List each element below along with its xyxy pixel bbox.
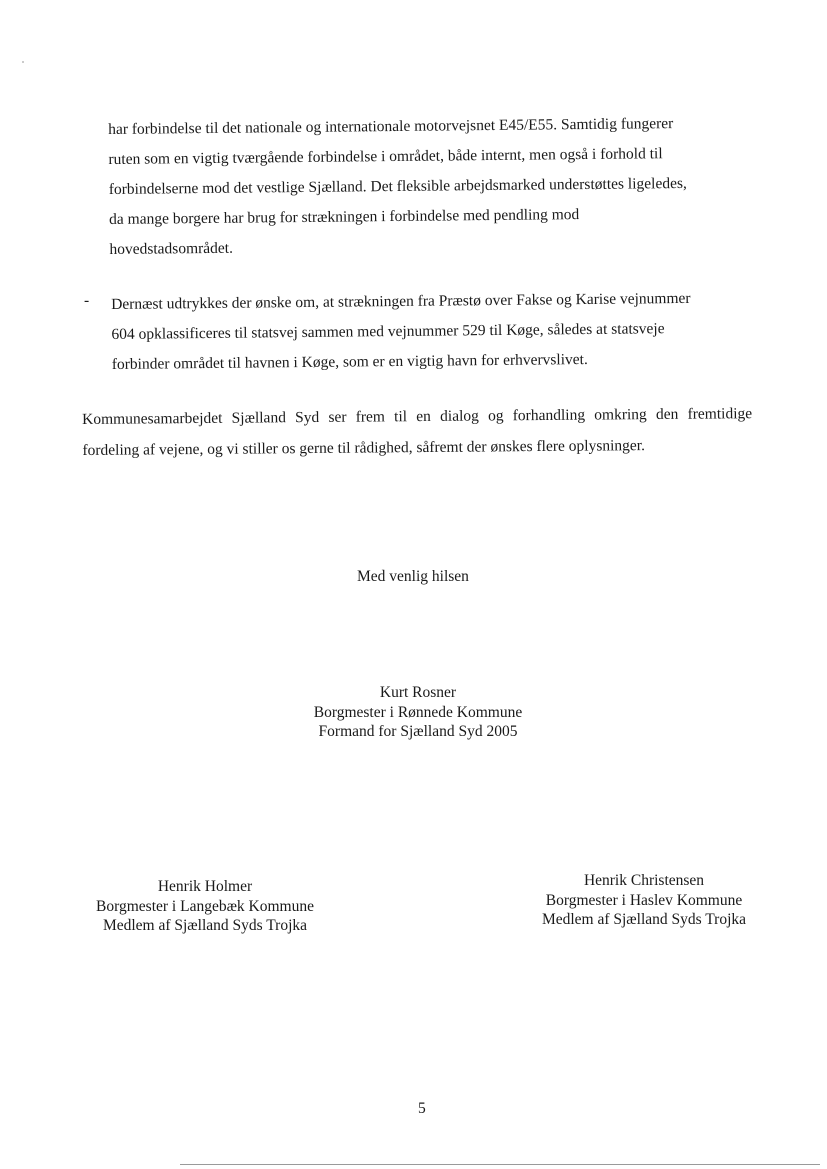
signature-main [300, 683, 536, 742]
closing-paragraph [82, 398, 753, 466]
signatory-name: Henrik Christensen [583, 872, 705, 889]
text-line: har forbindelse til det nationale og internationale motorvejsnet E45/E55. Samtidig fungerer [108, 115, 674, 138]
greeting: Med venlig hilsen [357, 568, 469, 585]
signatory-name: Henrik Holmer [157, 878, 253, 895]
signatory-name: Kurt Rosner [379, 684, 457, 701]
signatory-title: Borgmester i Rønnede Kommune [313, 703, 523, 721]
bullet-marker: - [84, 292, 90, 309]
signature-left [82, 877, 328, 936]
text-line: forbindelserne mod det vestlige Sjælland. Det fleksible arbejdsmarked understøttes ligeledes, [108, 174, 687, 198]
text-line: forbinder området til havnen i Køge, som er en vigtig havn for erhvervslivet. [111, 351, 588, 373]
page-number: 5 [418, 1100, 426, 1117]
text-line: hovedstadsområdet. [109, 239, 234, 258]
text-line: Kommunesamarbejdet Sjælland Syd ser frem til en dialog og forhandling omkring den fremtidige [82, 405, 753, 428]
signatory-role: Medlem af Sjælland Syds Trojka [541, 911, 747, 928]
paragraph-continuation [108, 108, 760, 265]
scan-speck [22, 61, 24, 63]
text-line: ruten som en vigtig tværgående forbindelse i området, både internt, men også i forhold til [108, 145, 663, 168]
footer-rule [180, 1164, 820, 1165]
text-line: da mange borgere har brug for strækningen i forbindelse med pendling mod [109, 206, 580, 228]
bullet-item [111, 283, 762, 380]
signatory-role: Medlem af Sjælland Syds Trojka [102, 917, 308, 934]
text-line: 604 opklassificeres til statsvej sammen med vejnummer 529 til Køge, således at statsveje [111, 320, 665, 343]
signatory-title: Borgmester i Haslev Kommune [545, 891, 743, 909]
signatory-role: Formand for Sjælland Syd 2005 [318, 723, 518, 740]
signatory-title: Borgmester i Langebæk Kommune [96, 897, 314, 915]
text-line: Dernæst udtrykkes der ønske om, at strækningen fra Præstø over Fakse og Karise vejnummer [111, 289, 691, 313]
text-line: fordeling af vejene, og vi stiller os gerne til rådighed, såfremt der ønskes flere oplysninger. [82, 437, 646, 459]
signature-right [527, 871, 761, 930]
